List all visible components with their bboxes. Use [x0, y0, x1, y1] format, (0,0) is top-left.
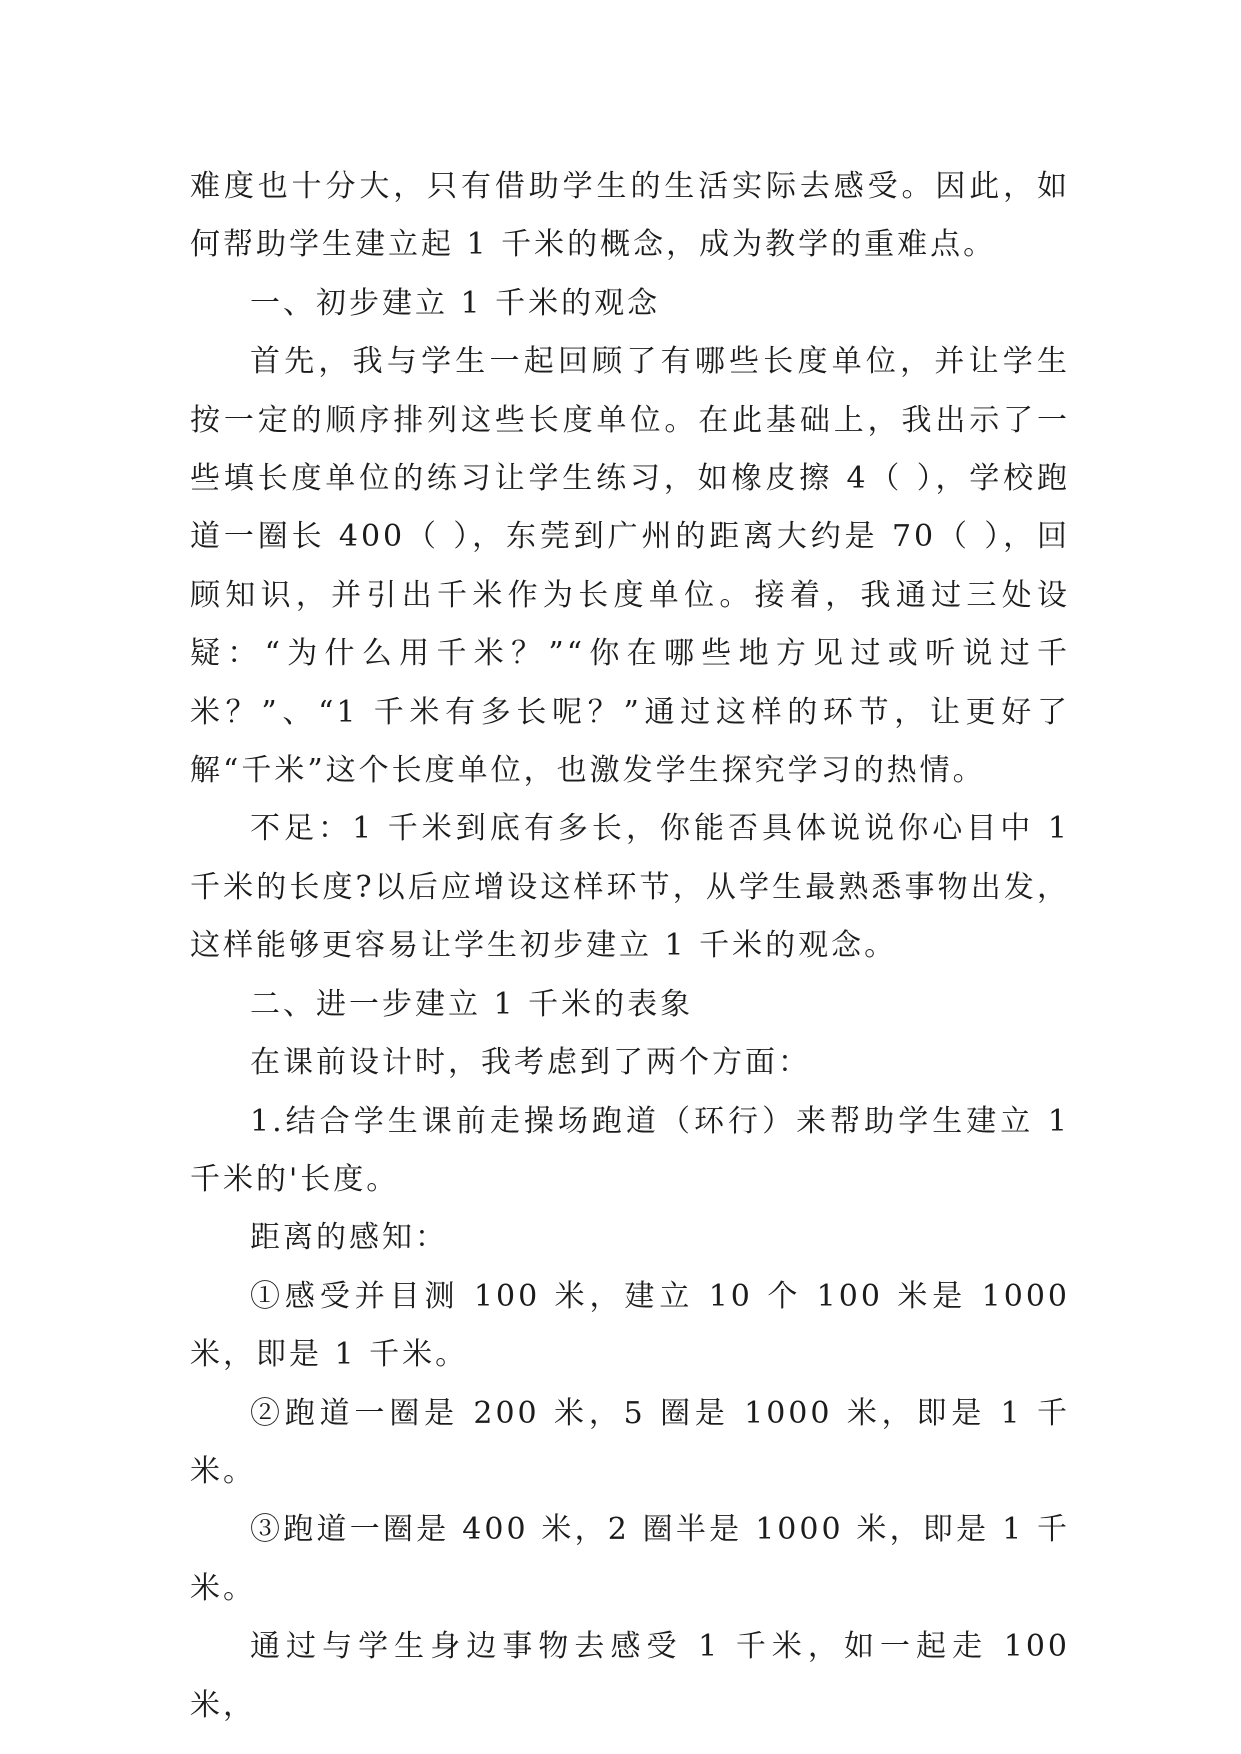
- list-item-circled-2: ②跑道一圈是 200 米，5 圈是 1000 米，即是 1 千米。: [190, 1395, 1070, 1489]
- document-body: [190, 158, 1070, 1735]
- paragraph-design-intro: 在课前设计时，我考虑到了两个方面：: [250, 1045, 811, 1081]
- paragraph-point-1: 1.结合学生课前走操场跑道（环行）来帮助学生建立 1 千米的'长度。: [190, 1103, 1070, 1197]
- paragraph-review-units: 首先，我与学生一起回顾了有哪些长度单位，并让学生按一定的顺序排列这些长度单位。在此基础上，我出示了一些填长度单位的练习让学生练习，如橡皮擦 4（ ），学校跑道一圈长 400（ ），东莞到广州的距离大约是 70（ ），回顾知识，并引出千米作为长度单位。接着，我通过三处设疑：“为什么用千米？”“你在哪些地方见过或听说过千米？”、“1 千米有多长呢？”通过这样的环节，让更好了解“千米”这个长度单位，也激发学生探究学习的热情。: [190, 344, 1070, 789]
- list-item-circled-1: ①感受并目测 100 米，建立 10 个 100 米是 1000 米，即是 1 千米。: [190, 1278, 1070, 1373]
- paragraph-shortcoming: 不足：1 千米到底有多长，你能否具体说说你心目中 1 千米的长度?以后应增设这样环节，从学生最熟悉事物出发，这样能够更容易让学生初步建立 1 千米的观念。: [190, 811, 1070, 964]
- paragraph-closing-fragment: 通过与学生身边事物去感受 1 千米，如一起走 100 米，: [190, 1629, 1070, 1723]
- list-item-circled-3: ③跑道一圈是 400 米，2 圈半是 1000 米，即是 1 千米。: [190, 1512, 1070, 1606]
- section-heading-1: 一、初步建立 1 千米的观念: [250, 285, 661, 321]
- paragraph-intro-continuation: 难度也十分大，只有借助学生的生活实际去感受。因此，如何帮助学生建立起 1 千米的概念，成为教学的重难点。: [190, 169, 1070, 263]
- paragraph-distance-perception: 距离的感知：: [250, 1220, 448, 1256]
- section-heading-2: 二、进一步建立 1 千米的表象: [250, 986, 694, 1022]
